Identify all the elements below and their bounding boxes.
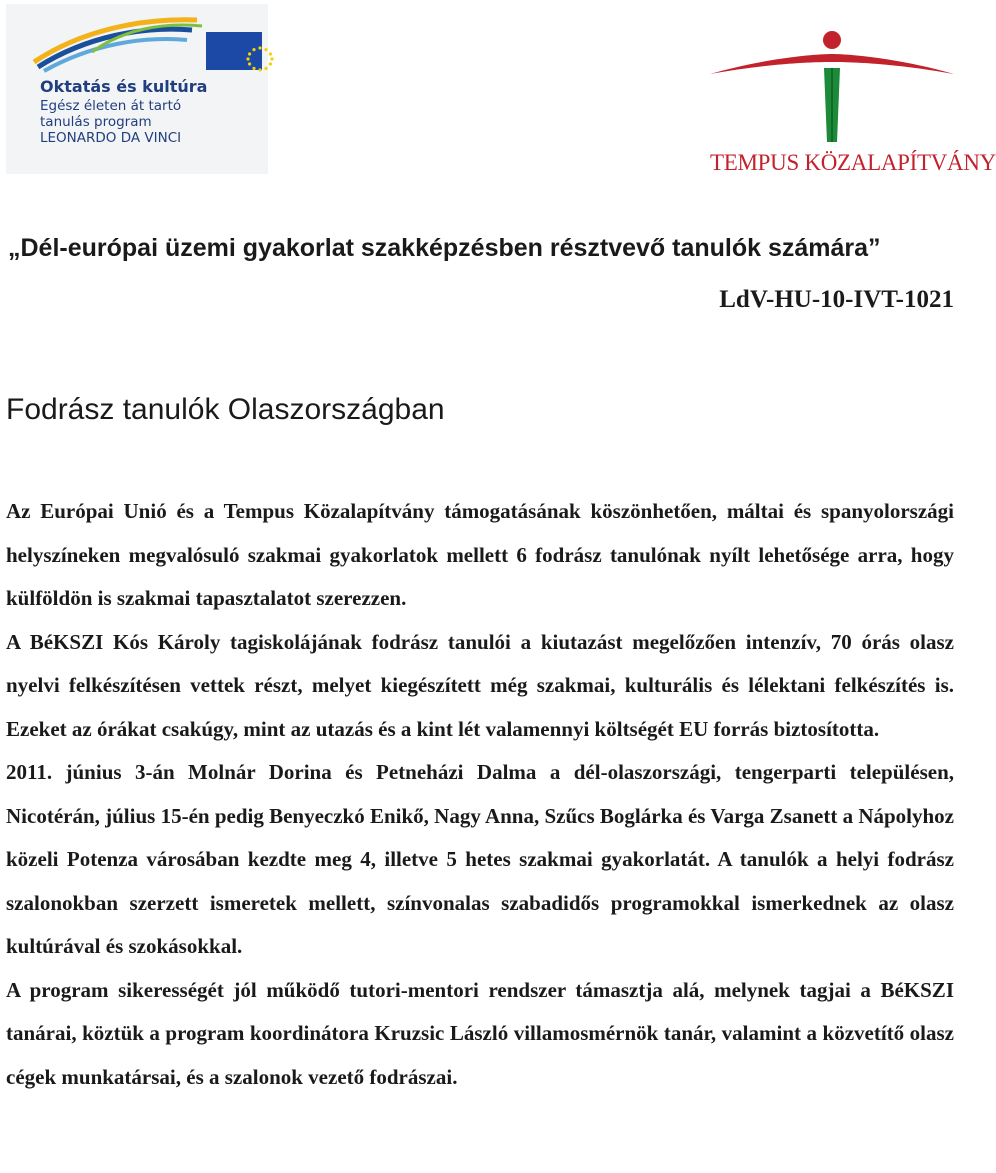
tempus-kozalapitvany-logo	[706, 28, 996, 180]
article-body	[6, 490, 954, 1099]
leonardo-logo-text	[40, 78, 207, 147]
paragraph: A BéKSZI Kós Károly tagiskolájának fodrász tanulói a kiutazást megelőzően intenzív, 70 órás olasz nyelvi felkészítésen vettek részt, melyet kiegészített még szakmai, kulturális és lélektani felkészítés is. Ezeket az órákat csakúgy, mint az utazás és a kint lét valamennyi költségét EU forrás biztosította.	[6, 629, 954, 741]
paragraph: Az Európai Unió és a Tempus Közalapítvány támogatásának köszönhetően, máltai és spanyolországi helyszíneken megvalósuló szakmai gyakorlatok mellett 6 fodrász tanulónak nyílt lehetősége arra, hogy külföldön is szakmai tapasztalatot szerezzen.	[6, 499, 954, 610]
swoosh-icon	[32, 12, 207, 74]
logo-line-1: Oktatás és kultúra	[40, 77, 208, 96]
leonardo-da-vinci-logo	[6, 4, 268, 174]
logo-line-4: LEONARDO DA VINCI	[40, 129, 182, 146]
logo-line-2: Egész életen át tartó	[40, 97, 182, 114]
logo-line-3: tanulás program	[40, 113, 152, 130]
article-heading: Fodrász tanulók Olaszországban	[6, 393, 445, 426]
eu-flag-icon	[206, 32, 262, 70]
project-code: LdV-HU-10-IVT-1021	[719, 286, 954, 313]
tempus-figure-icon	[706, 28, 958, 148]
document-title: „Dél-európai üzemi gyakorlat szakképzésben résztvevő tanulók számára”	[8, 234, 881, 262]
tempus-logo-text: TEMPUS KÖZALAPÍTVÁNY	[710, 150, 996, 175]
paragraph: 2011. június 3-án Molnár Dorina és Petneházi Dalma a dél-olaszországi, tengerparti településen, Nicotérán, július 15-én pedig Benyeczkó Enikő, Nagy Anna, Szűcs Boglárka és Varga Zsanett a Nápolyhoz közeli Potenza városában kezdte meg 4, illetve 5 hetes szakmai gyakorlatát. A tanulók a helyi fodrász szalonokban szerzett ismeretek mellett, színvonalas szabadidős programokkal ismerkednek az olasz kultúrával és szokásokkal.	[6, 760, 954, 958]
paragraph: A program sikerességét jól működő tutori-mentori rendszer támasztja alá, melynek tagjai a BéKSZI tanárai, köztük a program koordinátora Kruzsic László villamosmérnök tanár, valamint a közvetítő olasz cégek munkatársai, és a szalonok vezető fodrászai.	[6, 977, 954, 1089]
